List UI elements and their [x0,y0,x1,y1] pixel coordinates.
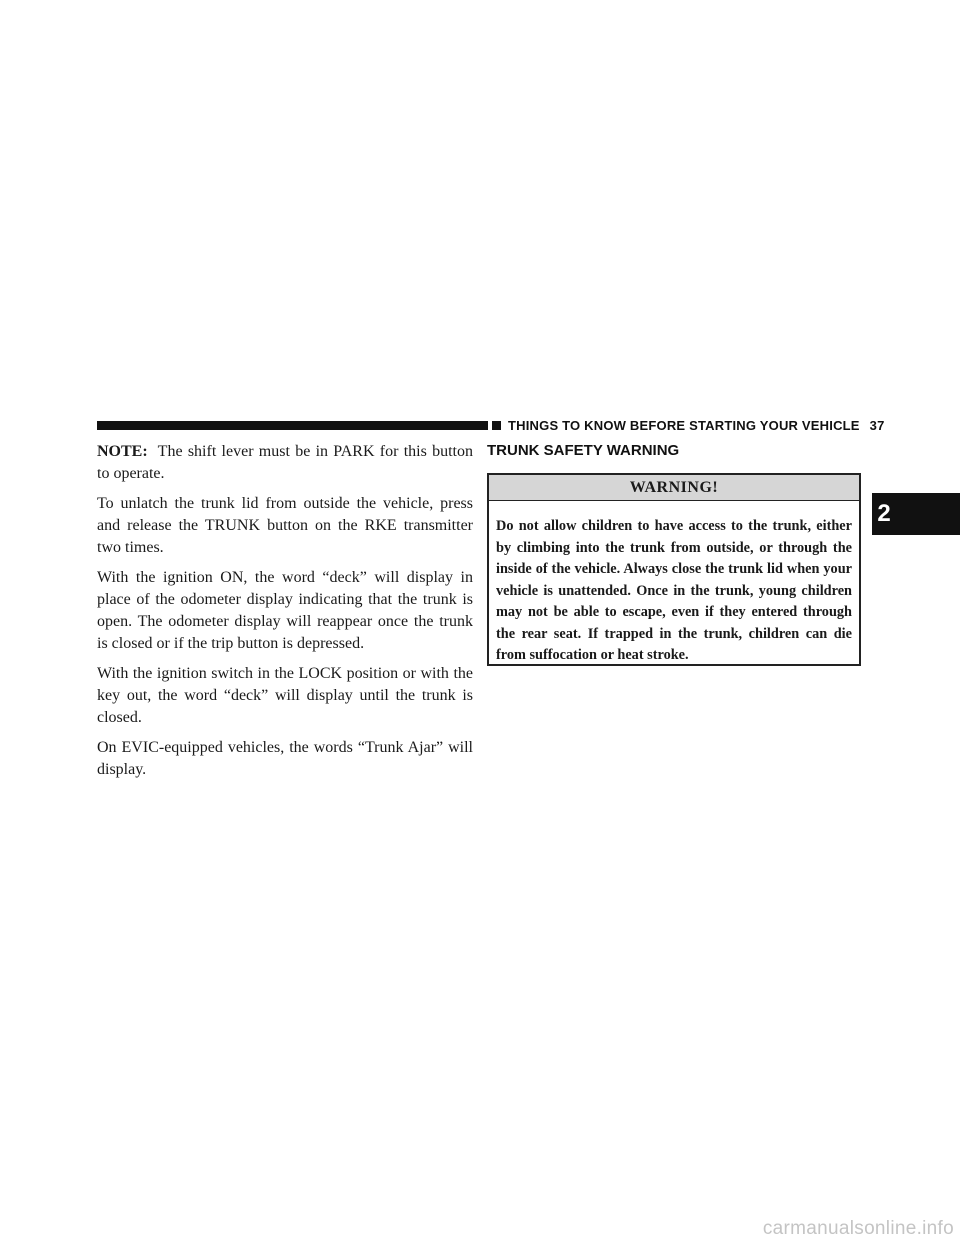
paragraph-unlatch: To unlatch the trunk lid from outside the vehicle, press and release the TRUNK button on the RKE transmitter two times. [97,495,473,556]
warning-title: WARNING! [489,475,859,501]
paragraph-ignition-on: With the ignition ON, the word “deck” will display in place of the odometer display indicating that the trunk is open. The odometer display will reappear once the trunk is closed or if the trip button is depressed. [97,569,473,652]
note-text: The shift lever must be in PARK for this button to operate. [97,443,473,482]
left-column [97,441,473,789]
note-label: NOTE: [97,443,148,460]
warning-body: Do not allow children to have access to the trunk, either by climbing into the trunk from outside, or through the inside of the vehicle. Always close the trunk lid when your vehicle is unattended. Once in the trunk, young children may not be able to escape, even if they entered through the rear seat. If trapped in the trunk, children can die from suffocation or heat stroke. [496,518,852,663]
page-number: 37 [869,418,885,433]
header-square [492,421,501,430]
chapter-title: THINGS TO KNOW BEFORE STARTING YOUR VEHICLE [508,418,860,433]
header-rule [97,421,488,430]
section-title: TRUNK SAFETY WARNING [487,442,680,459]
warning-box [487,473,861,666]
note-paragraph [97,441,473,485]
watermark: carmanualsonline.info [762,1218,954,1239]
running-header [508,418,885,433]
paragraph-evic: On EVIC-equipped vehicles, the words “Trunk Ajar” will display. [97,739,473,778]
paragraph-lock-position: With the ignition switch in the LOCK position or with the key out, the word “deck” will display until the trunk is closed. [97,665,473,726]
chapter-number: 2 [877,500,891,527]
